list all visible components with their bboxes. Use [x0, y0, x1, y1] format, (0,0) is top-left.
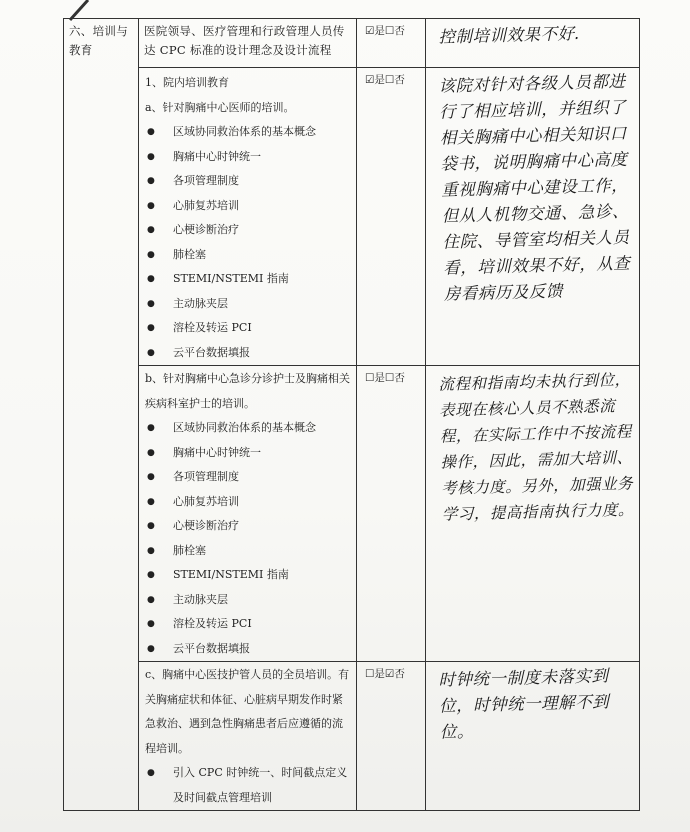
- list-item-text: 胸痛中心时钟统一: [173, 445, 261, 459]
- check-cell: [357, 68, 426, 366]
- check-cell: [357, 366, 426, 662]
- list-item: ● 胸痛中心时钟统一: [139, 145, 356, 170]
- list-item: ● 云平台数据填报: [139, 637, 356, 662]
- list-item-text: 云平台数据填报: [173, 641, 250, 655]
- list-item-text: 各项管理制度: [173, 470, 239, 483]
- yes-no-checkbox: ☐是☐否: [365, 372, 405, 384]
- yes-no-checkbox: ☑是☐否: [365, 74, 405, 86]
- list-item-text: 溶栓及转运 PCI: [173, 321, 252, 334]
- handwritten-comment: 该院对针对各级人员都进行了相应培训，并组织了相关胸痛中心相关知识口袋书，说明胸痛中心高度重视胸痛中心建设工作，但从人机物交通、急诊、住院、导管室均相关人员看，培训效果不好，从查房看病历及反馈: [438, 71, 631, 304]
- list-item: ● 区域协同救治体系的基本概念: [139, 120, 356, 145]
- list-item-text: 云平台数据填报: [173, 345, 250, 359]
- handwritten-comment: 控制培训效果不好.: [438, 23, 581, 47]
- check-cell: [357, 662, 426, 811]
- list-item: ● 各项管理制度: [139, 169, 356, 194]
- list-item: ● 心肺复苏培训: [139, 194, 356, 219]
- list-item: ● 区域协同救治体系的基本概念: [139, 416, 356, 441]
- comment-cell: [426, 19, 640, 68]
- subsection-title: b、针对胸痛中心急诊分诊护士及胸痛相关疾病科室护士的培训。: [145, 372, 351, 410]
- list-item-text: 肺栓塞: [173, 543, 206, 557]
- check-cell: [357, 19, 426, 68]
- section-title: 六、培训与教育: [69, 24, 128, 57]
- section-header-cell: [64, 19, 139, 811]
- criterion-text: 医院领导、医疗管理和行政管理人员传达 CPC 标准的设计理念及设计流程: [144, 24, 345, 57]
- list-item: ● 主动脉夹层: [139, 292, 356, 317]
- list-item-text: 心梗诊断治疗: [173, 223, 239, 236]
- criterion-cell: [139, 19, 357, 68]
- subsection-title: c、胸痛中心医技护管人员的全员培训。有关胸痛症状和体征、心脏病早期发作时紧急救治、遇到急性胸痛患者后应遵循的流程培训。: [145, 668, 350, 755]
- comment-cell: [426, 366, 640, 662]
- list-item-text: 主动脉夹层: [173, 592, 228, 606]
- handwritten-comment: 时钟统一制度未落实到位，时钟统一理解不到位。: [438, 666, 610, 742]
- list-item: ● 心肺复苏培训: [139, 490, 356, 515]
- criterion-cell: [139, 68, 357, 366]
- list-item: ● 溶栓及转运 PCI: [139, 612, 356, 637]
- list-item-text: 肺栓塞: [173, 247, 206, 261]
- list-item-text: STEMI/NSTEMI 指南: [173, 568, 289, 581]
- table-row: [64, 662, 640, 811]
- handwritten-comment: 流程和指南均未执行到位，表现在核心人员不熟悉流程，在实际工作中不按流程操作，因此，需加大培训、考核力度。另外，加强业务学习，提高指南执行力度。: [438, 370, 635, 524]
- list-item: ● 主动脉夹层: [139, 588, 356, 613]
- list-item-text: 引入 CPC 时钟统一、时间截点定义及时间截点管理培训: [173, 766, 348, 804]
- subsection-title: 1、院内培训教育: [145, 76, 229, 89]
- table-row: [64, 68, 640, 366]
- list-item: ● 肺栓塞: [139, 539, 356, 564]
- list-item: ● 云平台数据填报: [139, 341, 356, 366]
- list-item: ● 溶栓及转运 PCI: [139, 316, 356, 341]
- list-item: ● 胸痛中心时钟统一: [139, 441, 356, 466]
- bullet-list: [139, 416, 356, 661]
- table-row: [64, 19, 640, 68]
- list-item: ● STEMI/NSTEMI 指南: [139, 267, 356, 292]
- yes-no-checkbox: ☐是☑否: [365, 668, 405, 680]
- list-item: ● 各项管理制度: [139, 465, 356, 490]
- criterion-cell: [139, 662, 357, 811]
- list-item: ● 肺栓塞: [139, 243, 356, 268]
- criterion-cell: [139, 366, 357, 662]
- list-item: ● 心梗诊断治疗: [139, 218, 356, 243]
- list-item-text: 区域协同救治体系的基本概念: [173, 125, 316, 138]
- table-row: [64, 366, 640, 662]
- list-item-text: 心肺复苏培训: [173, 494, 239, 508]
- bullet-list: [139, 120, 356, 365]
- subsection-sub: a、针对胸痛中心医师的培训。: [145, 100, 295, 114]
- list-item-text: 溶栓及转运 PCI: [173, 617, 252, 630]
- list-item-text: STEMI/NSTEMI 指南: [173, 272, 289, 285]
- list-item-text: 胸痛中心时钟统一: [173, 149, 261, 163]
- training-evaluation-table: [63, 18, 640, 811]
- list-item: ● STEMI/NSTEMI 指南: [139, 563, 356, 588]
- list-item-text: 主动脉夹层: [173, 296, 228, 310]
- comment-cell: [426, 662, 640, 811]
- comment-cell: [426, 68, 640, 366]
- list-item-text: 各项管理制度: [173, 174, 239, 187]
- list-item-text: 心肺复苏培训: [173, 198, 239, 212]
- list-item: ● 心梗诊断治疗: [139, 514, 356, 539]
- list-item-text: 区域协同救治体系的基本概念: [173, 421, 316, 434]
- list-item-text: 心梗诊断治疗: [173, 519, 239, 532]
- list-item: ● 引入 CPC 时钟统一、时间截点定义及时间截点管理培训: [139, 761, 356, 810]
- yes-no-checkbox: ☑是☐否: [365, 25, 405, 37]
